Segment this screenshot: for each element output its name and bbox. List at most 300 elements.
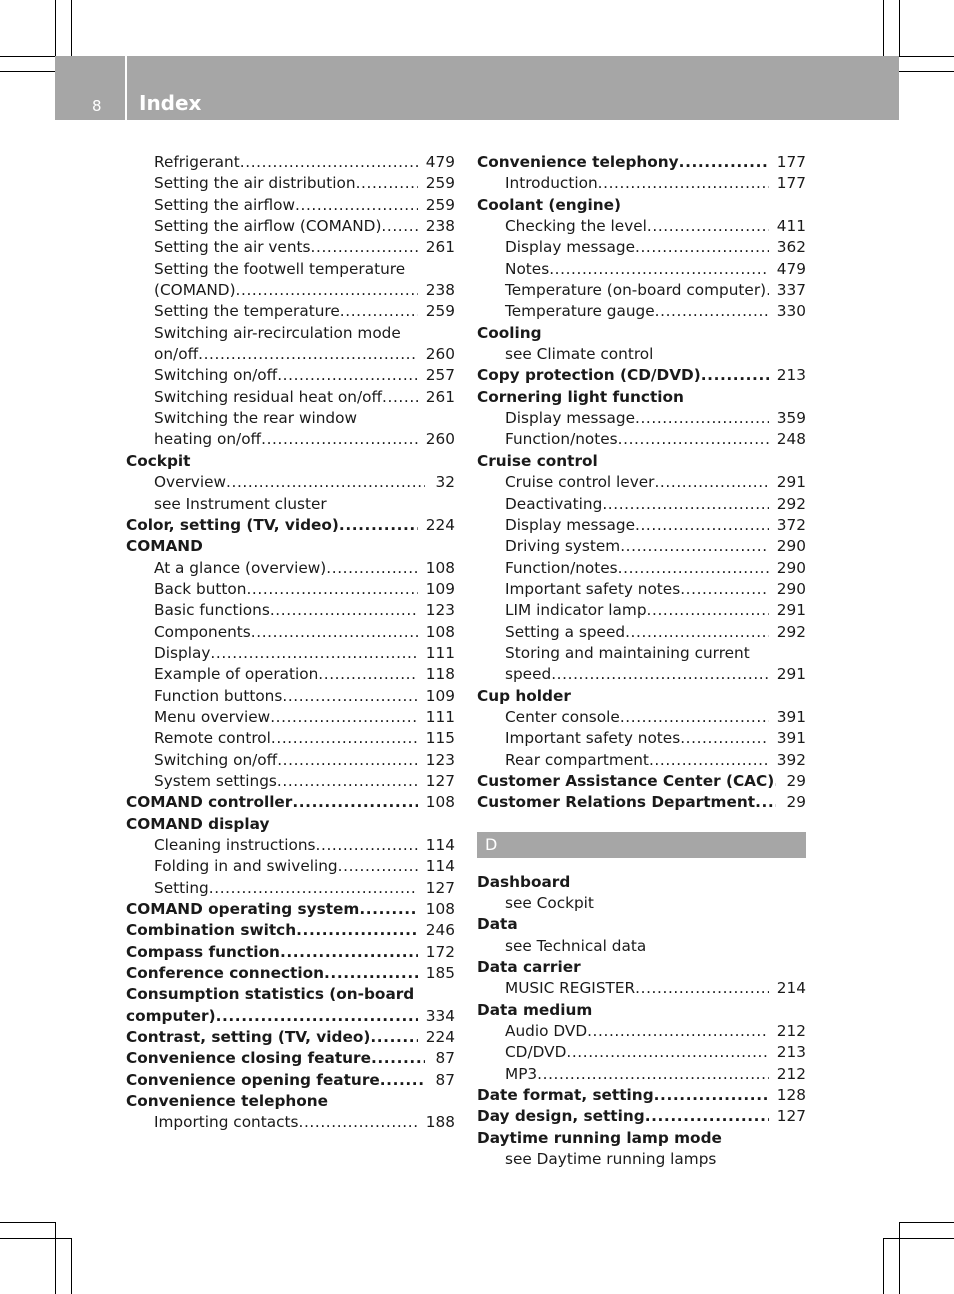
page-reference[interactable]: 259 <box>425 174 455 193</box>
dot-leader <box>647 600 769 621</box>
dot-leader <box>537 1064 769 1085</box>
page-reference[interactable]: 29 <box>786 771 806 790</box>
dot-leader <box>299 1112 418 1133</box>
page-reference[interactable]: 260 <box>425 345 455 364</box>
page-reference[interactable]: 290 <box>776 537 806 556</box>
index-subentry[interactable] <box>477 558 806 579</box>
index-subentry[interactable] <box>126 173 455 194</box>
page-reference[interactable]: 87 <box>435 1049 455 1068</box>
page-reference[interactable]: 479 <box>776 259 806 278</box>
entry-text: Driving system <box>505 537 621 556</box>
page-reference[interactable]: 177 <box>776 174 806 193</box>
entry-text: COMAND <box>126 537 203 556</box>
index-subentry[interactable] <box>126 643 455 664</box>
page-reference[interactable]: 109 <box>425 686 455 705</box>
entry-row <box>505 408 806 429</box>
dot-leader <box>326 558 418 579</box>
dot-leader <box>270 600 418 621</box>
index-subentry[interactable] <box>477 643 806 686</box>
page-reference[interactable]: 213 <box>776 366 806 385</box>
entry-row <box>477 1106 806 1127</box>
index-subentry[interactable] <box>126 771 455 792</box>
entry-text: MUSIC REGISTER <box>505 979 636 998</box>
crop-mark <box>71 1238 72 1294</box>
index-subentry[interactable] <box>477 237 806 258</box>
dot-leader <box>216 1006 418 1027</box>
page-reference[interactable]: 214 <box>776 979 806 998</box>
page-reference[interactable]: 177 <box>776 153 806 171</box>
crop-mark <box>899 71 954 72</box>
index-subentry[interactable] <box>477 622 806 643</box>
index-subentry[interactable] <box>126 387 455 408</box>
dot-leader <box>282 686 417 707</box>
index-entry[interactable] <box>126 1027 455 1048</box>
index-entry[interactable] <box>126 1091 455 1112</box>
entry-text: see Cockpit <box>505 894 594 912</box>
entry-text: Checking the level <box>505 217 647 236</box>
page-reference[interactable]: 330 <box>776 302 806 321</box>
entry-row <box>505 429 806 450</box>
index-subentry[interactable] <box>126 152 455 173</box>
entry-text: Cup holder <box>477 686 571 705</box>
index-entry[interactable] <box>477 387 806 408</box>
entry-text: Setting the air vents <box>154 238 311 257</box>
entry-text: Date format, setting <box>477 1086 654 1105</box>
dot-leader <box>635 237 769 258</box>
index-entry[interactable] <box>126 536 455 557</box>
dot-leader <box>296 920 418 941</box>
dot-leader <box>261 429 418 450</box>
crop-mark <box>899 1222 900 1294</box>
index-subentry[interactable] <box>126 558 455 579</box>
index-subentry[interactable] <box>477 600 806 621</box>
index-subentry[interactable] <box>477 936 806 957</box>
index-entry[interactable] <box>126 792 455 813</box>
index-column-left <box>126 152 455 1134</box>
entry-text: LIM indicator lamp <box>505 601 647 620</box>
dot-leader <box>356 173 418 194</box>
index-subentry[interactable] <box>477 707 806 728</box>
index-subentry[interactable] <box>477 750 806 771</box>
dot-leader <box>602 494 768 515</box>
entry-row <box>505 1064 806 1085</box>
page-reference[interactable]: 238 <box>425 217 455 236</box>
index-column-right <box>477 152 806 1170</box>
crop-mark <box>71 0 72 56</box>
entry-text: Cruise control lever <box>505 473 655 492</box>
index-subentry[interactable] <box>477 301 806 322</box>
entry-text: Back button <box>154 579 247 598</box>
entry-text: Day design, setting <box>477 1107 645 1126</box>
index-entry[interactable] <box>477 451 806 472</box>
index-subentry[interactable] <box>126 878 455 899</box>
index-subentry[interactable] <box>477 579 806 600</box>
index-subentry[interactable] <box>477 978 806 999</box>
dot-leader <box>280 942 418 963</box>
page-reference[interactable]: 391 <box>776 707 806 726</box>
entry-row <box>154 707 455 728</box>
index-subentry[interactable] <box>126 750 455 771</box>
entry-row <box>126 1048 455 1069</box>
index-subentry[interactable] <box>126 494 455 515</box>
crop-mark <box>0 1222 55 1223</box>
entry-row <box>154 600 455 621</box>
page-reference[interactable]: 334 <box>425 1006 455 1025</box>
dot-leader <box>654 472 768 493</box>
entry-text: Deactivating <box>505 494 603 513</box>
index-subentry[interactable] <box>126 195 455 216</box>
index-subentry[interactable] <box>126 365 455 386</box>
index-subentry[interactable] <box>126 472 455 493</box>
entry-row <box>505 536 806 557</box>
dot-leader <box>654 1085 769 1106</box>
page-reference[interactable]: 114 <box>425 836 455 854</box>
entry-text: Notes <box>505 259 550 278</box>
index-subentry[interactable] <box>477 893 806 914</box>
page-reference[interactable]: 123 <box>425 750 455 769</box>
dot-leader <box>338 856 418 877</box>
entry-text: Conference connection <box>126 964 324 983</box>
entry-text: System settings <box>154 771 277 790</box>
entry-row <box>154 472 455 493</box>
page-reference[interactable]: 109 <box>425 579 455 598</box>
entry-text: Display message <box>505 515 635 534</box>
entry-text: Function buttons <box>154 686 283 705</box>
page-reference[interactable]: 238 <box>425 281 455 300</box>
page-reference[interactable]: 185 <box>425 964 455 983</box>
index-entry[interactable] <box>477 195 806 216</box>
page-reference[interactable]: 259 <box>425 195 455 214</box>
entry-text: Display message <box>505 238 635 257</box>
index-subentry[interactable] <box>126 664 455 685</box>
page-reference[interactable]: 372 <box>776 515 806 534</box>
page-reference[interactable]: 127 <box>425 878 455 897</box>
page-reference[interactable]: 108 <box>425 900 455 919</box>
index-entry[interactable] <box>477 957 806 978</box>
index-entry[interactable] <box>126 942 455 963</box>
index-subentry[interactable] <box>477 429 806 450</box>
entry-row <box>477 1085 806 1106</box>
entry-text: Convenience closing feature <box>126 1049 371 1068</box>
entry-text: Convenience telephone <box>126 1092 329 1111</box>
index-entry[interactable] <box>126 515 455 536</box>
entry-row <box>154 664 455 685</box>
page-reference[interactable]: 359 <box>776 409 806 428</box>
page-reference[interactable]: 128 <box>776 1086 806 1105</box>
dot-leader <box>271 728 418 749</box>
page-reference[interactable]: 213 <box>776 1043 806 1062</box>
index-subentry[interactable] <box>477 216 806 237</box>
entry-row <box>154 878 455 899</box>
crop-mark <box>899 1222 954 1223</box>
entry-text: COMAND operating system <box>126 900 360 919</box>
index-entry[interactable] <box>126 814 455 835</box>
crop-mark <box>55 1222 56 1294</box>
entry-text: Basic functions <box>154 601 270 620</box>
entry-text: Cleaning instructions <box>154 836 316 854</box>
page-reference[interactable]: 108 <box>425 558 455 577</box>
entry-text: Overview <box>154 473 227 492</box>
index-entry[interactable] <box>477 771 806 792</box>
entry-text: heating on/off <box>154 430 262 449</box>
page-reference[interactable]: 111 <box>425 643 455 662</box>
dot-leader <box>311 237 418 258</box>
index-subentry[interactable] <box>477 1149 806 1170</box>
entry-text: Copy protection (CD/DVD) <box>477 366 701 385</box>
entry-text: Dashboard <box>477 872 571 891</box>
index-subentry[interactable] <box>477 1042 806 1063</box>
entry-row <box>505 579 806 600</box>
entry-text: Setting the air distribution <box>154 174 356 193</box>
index-subentry[interactable] <box>477 494 806 515</box>
entry-text: Important safety notes <box>505 579 681 598</box>
entry-row <box>477 152 806 173</box>
entry-row <box>505 978 806 999</box>
entry-text: Display message <box>505 409 635 428</box>
page-reference[interactable]: 261 <box>425 387 455 406</box>
index-entry[interactable] <box>477 1128 806 1149</box>
page-reference[interactable]: 114 <box>425 857 455 876</box>
index-entry[interactable] <box>126 1070 455 1091</box>
crop-mark <box>883 1238 884 1294</box>
page-reference[interactable]: 290 <box>776 579 806 598</box>
dot-leader <box>340 301 418 322</box>
index-subentry[interactable] <box>477 1064 806 1085</box>
page-reference[interactable]: 172 <box>425 942 455 961</box>
index-entry[interactable] <box>126 1048 455 1069</box>
dot-leader <box>635 408 769 429</box>
entry-text: MP3 <box>505 1064 538 1083</box>
index-subentry[interactable] <box>126 707 455 728</box>
index-subentry[interactable] <box>126 579 455 600</box>
entry-row <box>154 835 455 856</box>
index-subentry[interactable] <box>477 173 806 194</box>
entry-row <box>154 750 455 771</box>
entry-text: Customer Relations Department <box>477 793 756 812</box>
page-reference[interactable]: 248 <box>776 430 806 449</box>
index-entry[interactable] <box>477 1085 806 1106</box>
page-reference[interactable]: 127 <box>425 771 455 790</box>
index-subentry[interactable] <box>477 728 806 749</box>
index-subentry[interactable] <box>477 536 806 557</box>
page-reference[interactable]: 111 <box>425 707 455 726</box>
index-subentry[interactable] <box>126 600 455 621</box>
index-entry[interactable] <box>477 365 806 386</box>
page-reference[interactable]: 411 <box>776 217 806 236</box>
entry-text: computer) <box>126 1006 216 1025</box>
entry-row <box>126 942 455 963</box>
page-reference[interactable]: 123 <box>425 601 455 620</box>
entry-text: Cooling <box>477 323 542 342</box>
entry-text: Components <box>154 622 251 641</box>
entry-text: Cruise control <box>477 451 598 470</box>
page-reference[interactable]: 292 <box>776 622 806 641</box>
page-reference[interactable]: 292 <box>776 494 806 513</box>
entry-row <box>154 173 455 194</box>
dot-leader <box>381 216 417 237</box>
page-reference[interactable]: 479 <box>425 153 455 171</box>
page-reference[interactable]: 391 <box>776 729 806 748</box>
dot-leader <box>551 664 769 685</box>
index-subentry[interactable] <box>477 408 806 429</box>
entry-row <box>154 856 455 877</box>
entry-text: Remote control <box>154 729 271 748</box>
index-subentry[interactable] <box>477 515 806 536</box>
entry-row <box>505 280 806 301</box>
page-reference[interactable]: 108 <box>425 793 455 812</box>
page-reference[interactable]: 224 <box>425 515 455 534</box>
entry-text: Data carrier <box>477 958 581 977</box>
page-reference[interactable]: 29 <box>786 793 806 812</box>
index-entry[interactable] <box>477 872 806 893</box>
entry-row <box>154 344 455 365</box>
entry-text: Setting the footwell temperature <box>154 259 406 278</box>
index-entry[interactable] <box>126 451 455 472</box>
entry-text: Temperature (on-board computer) <box>505 281 767 300</box>
page-reference[interactable]: 115 <box>425 729 455 748</box>
entry-text: COMAND display <box>126 814 270 833</box>
page-reference[interactable]: 188 <box>425 1113 455 1132</box>
entry-row <box>154 429 455 450</box>
entry-text: Cockpit <box>126 451 191 470</box>
page-reference[interactable]: 261 <box>425 238 455 257</box>
index-entry[interactable] <box>126 899 455 920</box>
page-reference[interactable]: 392 <box>776 750 806 769</box>
page-reference[interactable]: 212 <box>776 1064 806 1083</box>
entry-text: Cornering light function <box>477 387 684 406</box>
page-reference[interactable]: 108 <box>425 622 455 641</box>
entry-text: COMAND controller <box>126 793 293 812</box>
index-entry[interactable] <box>477 1000 806 1021</box>
index-subentry[interactable] <box>477 259 806 280</box>
page-reference[interactable]: 118 <box>425 665 455 684</box>
crop-mark <box>883 0 884 56</box>
index-entry[interactable] <box>477 686 806 707</box>
index-subentry[interactable] <box>477 344 806 365</box>
entry-text: see Instrument cluster <box>154 494 327 513</box>
index-entry[interactable] <box>126 984 455 1027</box>
index-subentry[interactable] <box>477 472 806 493</box>
index-subentry[interactable] <box>126 856 455 877</box>
dot-leader <box>620 536 769 557</box>
entry-row <box>477 792 806 813</box>
index-subentry[interactable] <box>126 622 455 643</box>
index-subentry[interactable] <box>477 280 806 301</box>
dot-leader <box>645 1106 769 1127</box>
entry-text: At a glance (overview) <box>154 558 327 577</box>
dot-leader <box>316 835 418 856</box>
entry-text: Example of operation <box>154 665 319 684</box>
entry-row <box>126 1027 455 1048</box>
section-letter-heading: D <box>477 832 806 858</box>
index-subentry[interactable] <box>126 237 455 258</box>
index-subentry[interactable] <box>126 301 455 322</box>
page-number: 8 <box>92 97 102 115</box>
entry-row <box>505 472 806 493</box>
dot-leader <box>635 515 769 536</box>
index-subentry[interactable] <box>126 323 455 366</box>
page-reference[interactable]: 260 <box>425 430 455 449</box>
dot-leader <box>246 579 417 600</box>
entry-text: Temperature gauge <box>505 302 655 321</box>
entry-row <box>505 259 806 280</box>
dot-leader <box>618 429 769 450</box>
entry-text: Convenience opening feature <box>126 1070 380 1089</box>
entry-text: Coolant (engine) <box>477 195 622 214</box>
dot-leader <box>679 152 769 173</box>
page-reference[interactable]: 362 <box>776 238 806 257</box>
entry-row <box>505 664 806 685</box>
page-reference[interactable]: 246 <box>425 921 455 940</box>
entry-text: (COMAND) <box>154 281 236 300</box>
crop-mark <box>899 56 954 57</box>
entry-text: Contrast, setting (TV, video) <box>126 1028 371 1047</box>
page-reference[interactable]: 337 <box>776 281 806 300</box>
index-subentry[interactable] <box>126 216 455 237</box>
dot-leader <box>277 771 418 792</box>
page-reference[interactable]: 291 <box>776 473 806 492</box>
index-entry[interactable] <box>126 963 455 984</box>
page-reference[interactable]: 212 <box>776 1022 806 1041</box>
index-subentry[interactable] <box>126 835 455 856</box>
page-reference[interactable]: 257 <box>425 366 455 385</box>
index-subentry[interactable] <box>126 728 455 749</box>
page-reference[interactable]: 290 <box>776 558 806 577</box>
entry-row <box>477 365 806 386</box>
page-reference[interactable]: 32 <box>435 473 455 492</box>
entry-row <box>154 216 455 237</box>
index-entry[interactable] <box>477 152 806 173</box>
page-reference[interactable]: 291 <box>776 665 806 684</box>
entry-row <box>154 365 455 386</box>
dot-leader <box>270 707 418 728</box>
entry-row <box>154 558 455 579</box>
entry-text: Rear compartment <box>505 750 649 769</box>
entry-row <box>505 1021 806 1042</box>
index-subentry[interactable] <box>126 1112 455 1133</box>
index-entry[interactable] <box>126 920 455 941</box>
index-entry[interactable] <box>477 323 806 344</box>
entry-row <box>126 1006 455 1027</box>
entry-text: Center console <box>505 707 620 726</box>
entry-text: Setting <box>154 878 209 897</box>
entry-row <box>505 237 806 258</box>
index-entry[interactable] <box>477 1106 806 1127</box>
page-reference[interactable]: 87 <box>435 1070 455 1089</box>
index-subentry[interactable] <box>126 259 455 302</box>
page-reference[interactable]: 224 <box>425 1028 455 1047</box>
entry-row <box>505 216 806 237</box>
index-entry[interactable] <box>477 792 806 813</box>
entry-text: Switching the rear window <box>154 409 357 428</box>
entry-row <box>477 771 806 792</box>
dot-leader <box>566 1042 768 1063</box>
entry-text: Switching on/off <box>154 366 278 385</box>
entry-row <box>154 280 455 301</box>
index-entry[interactable] <box>477 914 806 935</box>
dot-leader <box>649 750 769 771</box>
index-subentry[interactable] <box>126 686 455 707</box>
entry-text: Color, setting (TV, video) <box>126 515 339 534</box>
dot-leader <box>295 195 418 216</box>
entry-row <box>154 771 455 792</box>
index-subentry[interactable] <box>477 1021 806 1042</box>
index-subentry[interactable] <box>126 408 455 451</box>
page-reference[interactable]: 127 <box>776 1107 806 1126</box>
page-reference[interactable]: 259 <box>425 302 455 321</box>
page-reference[interactable]: 291 <box>776 601 806 620</box>
dot-leader <box>209 878 418 899</box>
